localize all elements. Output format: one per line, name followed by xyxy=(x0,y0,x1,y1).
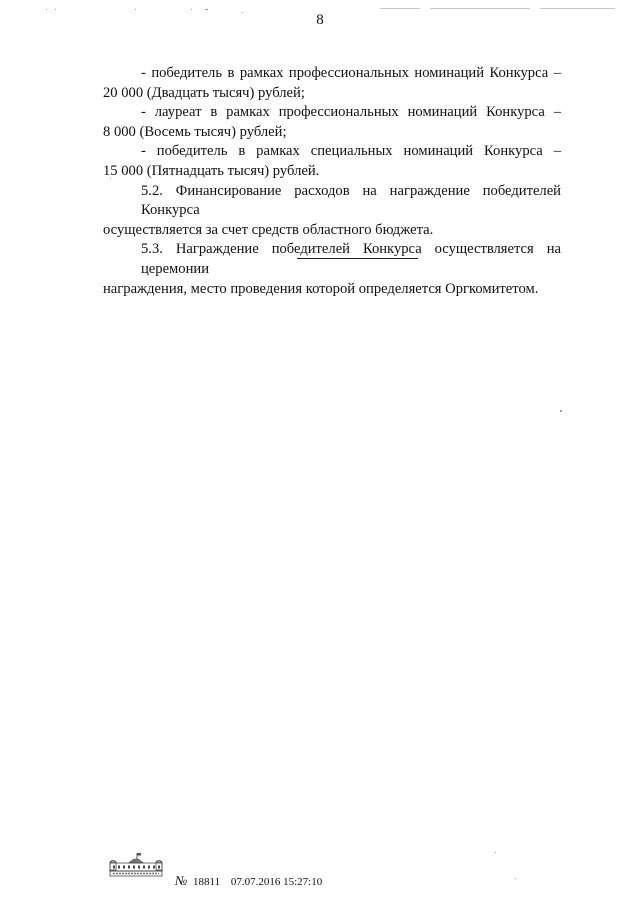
scan-speck xyxy=(540,8,615,9)
text-line: 8 000 (Восемь тысяч) рублей; xyxy=(103,123,287,140)
text-line: 15 000 (Пятнадцать тысяч) рублей. xyxy=(103,162,320,179)
list-item-winner-special xyxy=(103,142,561,181)
list-item-winner-professional xyxy=(103,64,561,103)
government-building-logo-icon xyxy=(107,852,165,880)
text-line: 5.2. Финансирование расходов на награждение победителей Конкурса xyxy=(141,182,561,219)
document-body xyxy=(103,64,561,299)
scan-speck xyxy=(205,9,208,10)
document-timestamp: 07.07.2016 15:27:10 xyxy=(230,876,323,888)
document-id: 18811 xyxy=(193,876,221,888)
scan-speck xyxy=(515,878,516,879)
page-number: 8 xyxy=(316,12,324,28)
text-line: награждения, место проведения которой определяется Оргкомитетом. xyxy=(103,280,539,297)
text-line: осуществляется за счет средств областного бюджета. xyxy=(103,221,434,238)
number-sign: № xyxy=(175,873,188,888)
text-line: - лауреат в рамках профессиональных номинаций Конкурса – xyxy=(141,104,561,121)
scan-speck xyxy=(46,9,47,10)
text-line: 5.3. Награждение победителей Конкурса осуществляется на церемонии xyxy=(141,241,561,277)
clause-5-2-financing xyxy=(103,182,561,241)
clause-5-3-ceremony xyxy=(103,240,561,299)
scan-speck xyxy=(191,9,192,10)
scan-speck xyxy=(560,410,562,412)
registration-stamp xyxy=(175,873,322,889)
text-line: 20 000 (Двадцать тысяч) рублей; xyxy=(103,84,305,101)
text-line: - победитель в рамках специальных номинаций Конкурса – xyxy=(141,143,561,160)
scan-speck xyxy=(430,8,530,9)
list-item-laureate-professional xyxy=(103,103,561,142)
scan-speck xyxy=(495,852,496,853)
text-line: - победитель в рамках профессиональных номинаций Конкурса – xyxy=(141,65,561,81)
scan-speck xyxy=(55,9,56,10)
scan-speck xyxy=(135,9,136,10)
closing-divider-line xyxy=(297,258,418,259)
scan-speck xyxy=(380,8,420,9)
